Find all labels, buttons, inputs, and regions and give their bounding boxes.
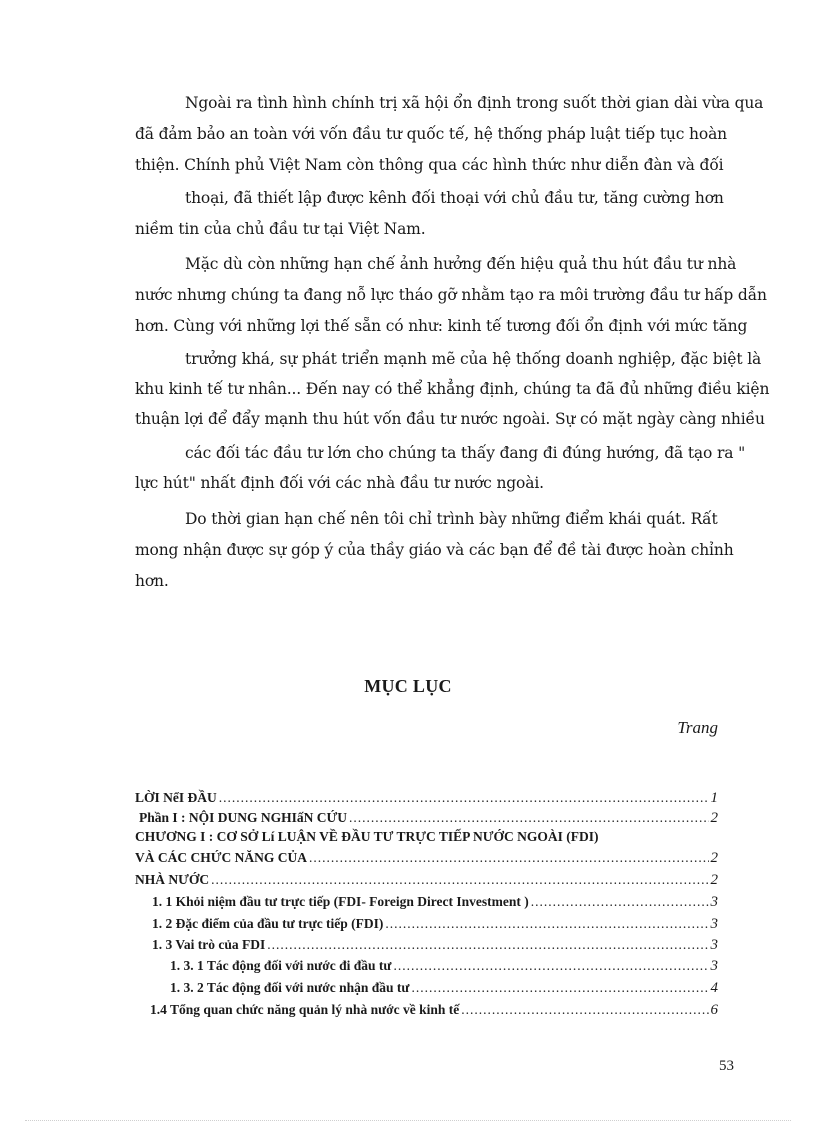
toc-leader-dots xyxy=(461,1002,708,1018)
toc-entry-page: 2 xyxy=(710,810,718,826)
toc-entry-page: 3 xyxy=(710,894,718,910)
paragraph-1-line-4: thoại, đã thiết lập được kênh đối thoại với chủ đầu tư, tăng cường hơn xyxy=(185,189,724,207)
toc-entry[interactable] xyxy=(170,958,718,978)
toc-leader-dots xyxy=(411,980,708,996)
toc-leader-dots xyxy=(219,790,709,806)
paragraph-2-line-1: Mặc dù còn những hạn chế ảnh hưởng đến hiệu quả thu hút đầu tư nhà xyxy=(185,255,737,273)
toc-leader-dots xyxy=(349,810,708,826)
toc-entry-text: 1. 2 Đặc điểm của đầu tư trực tiếp (FDI) xyxy=(152,916,384,931)
toc-entry[interactable] xyxy=(135,850,718,870)
page-bottom-divider xyxy=(25,1120,791,1121)
toc-entry-text: LỜI NểI ĐẦU xyxy=(135,790,217,805)
toc-leader-dots xyxy=(531,894,709,910)
toc-entry[interactable] xyxy=(139,810,718,830)
paragraph-1-line-2: đã đảm bảo an toàn với vốn đầu tư quốc tế, hệ thống pháp luật tiếp tục hoàn xyxy=(135,125,727,143)
paragraph-1-line-3: thiện. Chính phủ Việt Nam còn thông qua các hình thức như diễn đàn và đối xyxy=(135,156,724,174)
paragraph-3-line-3: hơn. xyxy=(135,572,169,590)
toc-entry-text: 1. 1 Khỏi niệm đầu tư trực tiếp (FDI- Foreign Direct Investment ) xyxy=(152,894,529,909)
toc-entry-page: 3 xyxy=(710,937,718,953)
toc-leader-dots xyxy=(309,850,709,866)
toc-entry[interactable] xyxy=(135,790,718,810)
toc-entry[interactable] xyxy=(135,829,718,849)
toc-entry-text: 1. 3 Vai trò của FDI xyxy=(152,937,266,952)
paragraph-2-line-7: các đối tác đầu tư lớn cho chúng ta thấy đang đi đúng hướng, đã tạo ra " xyxy=(185,444,746,462)
toc-entry-page: 1 xyxy=(710,790,718,806)
paragraph-2-line-3: hơn. Cùng với những lợi thế sẵn có như: kinh tế tương đối ổn định với mức tăng xyxy=(135,317,748,335)
paragraph-3-line-1: Do thời gian hạn chế nên tôi chỉ trình bày những điểm khái quát. Rất xyxy=(185,510,718,528)
toc-entry-text: 1.4 Tổng quan chức năng quản lý nhà nước về kinh tế xyxy=(150,1002,460,1017)
toc-leader-dots xyxy=(385,916,708,932)
toc-leader-dots xyxy=(393,958,708,974)
paragraph-1-line-5: niềm tin của chủ đầu tư tại Việt Nam. xyxy=(135,220,426,238)
toc-entry-page: 3 xyxy=(710,916,718,932)
toc-page-label: Trang xyxy=(677,718,718,737)
paragraph-2-line-4: trưởng khá, sự phát triển mạnh mẽ của hệ thống doanh nghiệp, đặc biệt là xyxy=(185,350,762,368)
toc-entry-page: 2 xyxy=(710,850,718,866)
toc-entry[interactable] xyxy=(152,916,718,936)
paragraph-3-line-2: mong nhận được sự góp ý của thầy giáo và các bạn để đề tài được hoàn chỉnh xyxy=(135,541,734,559)
toc-entry-text: CHƯƠNG I : CƠ SỞ Lí LUẬN VỀ ĐẦU TƯ TRỰC TIẾP NƯỚC NGOÀI (FDI) xyxy=(135,829,599,844)
page-number: 53 xyxy=(719,1058,734,1074)
toc-entry-text: Phần I : NỘI DUNG NGHIấN CỨU xyxy=(139,810,348,825)
toc-entry[interactable] xyxy=(135,872,718,892)
toc-entry[interactable] xyxy=(152,894,718,914)
toc-entry-page: 4 xyxy=(710,980,718,996)
toc-entry-text: 1. 3. 2 Tác động đối với nước nhận đầu tư xyxy=(170,980,410,995)
toc-entry-page: 2 xyxy=(710,872,718,888)
toc-entry[interactable] xyxy=(170,980,718,1000)
paragraph-1-line-1: Ngoài ra tình hình chính trị xã hội ổn định trong suốt thời gian dài vừa qua xyxy=(185,94,764,112)
toc-entry-text: VÀ CÁC CHỨC NĂNG CỦA xyxy=(135,850,307,865)
paragraph-2-line-6: thuận lợi để đẩy mạnh thu hút vốn đầu tư nước ngoài. Sự có mặt ngày càng nhiều xyxy=(135,410,765,428)
paragraph-2-line-8: lực hút" nhất định đối với các nhà đầu tư nước ngoài. xyxy=(135,474,544,492)
toc-entry-text: NHÀ NƯỚC xyxy=(135,872,210,887)
paragraph-2-line-2: nước nhưng chúng ta đang nỗ lực tháo gỡ nhằm tạo ra môi trường đầu tư hấp dẫn xyxy=(135,286,767,304)
paragraph-2-line-5: khu kinh tế tư nhân... Đến nay có thể khẳng định, chúng ta đã đủ những điều kiện xyxy=(135,380,770,398)
toc-entry-text: 1. 3. 1 Tác động đối với nước đi đầu tư xyxy=(170,958,392,973)
toc-entry[interactable] xyxy=(152,937,718,957)
toc-entry-page: 6 xyxy=(710,1002,718,1018)
toc-leader-dots xyxy=(211,872,708,888)
toc-entry[interactable] xyxy=(150,1002,718,1022)
toc-title: MỤC LỤC xyxy=(364,676,452,696)
toc-leader-dots xyxy=(267,937,708,953)
toc-entry-page: 3 xyxy=(710,958,718,974)
